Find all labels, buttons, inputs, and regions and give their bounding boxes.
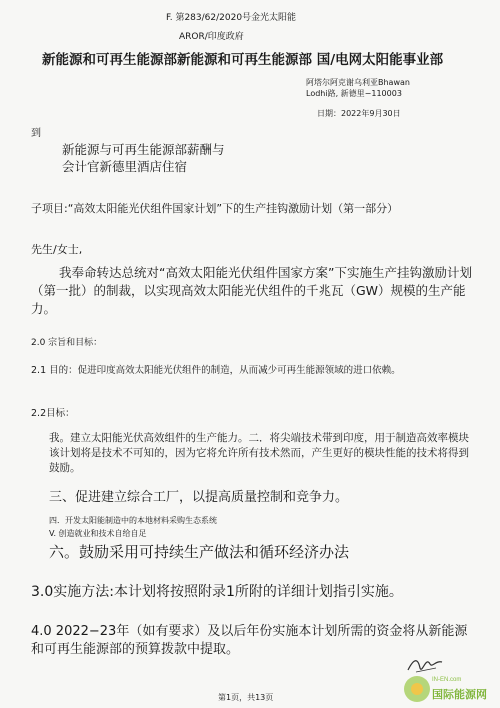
section-2-0: 2.0 宗旨和目标： <box>31 338 103 348</box>
salutation: 先生/女士, <box>31 243 83 256</box>
page-number: 第1页，共13页 <box>218 693 274 702</box>
section-2-2: 2.2目标： <box>31 408 75 419</box>
file-number: F. 第283/62/2020号金光太阳能 <box>166 13 297 23</box>
recipient-to: 到 <box>31 128 41 139</box>
goals-1-2: 我。建立太阳能光伏高效组件的生产能力。二．将尖端技术带到印度，用于制造高效率模块该计划将是技术不可知的，因为它将允许所有技术然而，产生更好的模块性能的技术将得到鼓励。 <box>49 432 469 474</box>
recipient-line-2: 会计官新德里酒店住宿 <box>62 159 188 174</box>
letter-date: 日期：2022年9月30日 <box>317 109 401 118</box>
goal-6: 六。鼓励采用可持续生产做法和循环经济办法 <box>49 543 350 561</box>
recipient-line-1: 新能源与可再生能源部薪酬与 <box>62 142 225 157</box>
logo-url: IN-EN.com <box>432 677 462 683</box>
watermark-logo <box>404 674 498 704</box>
government-line: AROR/印度政府 <box>179 32 244 42</box>
goal-4: 四．开发太阳能制造中的本地材料采购生态系统 <box>49 516 217 525</box>
ministry-heading: 新能源和可再生能源部新能源和可再生能源部 国/电网太阳能事业部 <box>42 52 444 68</box>
intro-paragraph: 我奉命转达总统对“高效太阳能光伏组件国家方案”下实施生产挂钩激励计划（第一批）的制裁，以实现高效太阳能光伏组件的千兆瓦（GW）规模的生产能力。 <box>31 265 472 316</box>
goal-3: 三、促进建立综合工厂，以提高质量控制和竞争力。 <box>49 490 349 505</box>
logo-sun-icon <box>411 683 423 695</box>
address-line-2: Lodhi路, 新德里−110003 <box>306 89 402 98</box>
section-2-1: 2.1 目的：促进印度高效太阳能光伏组件的制造，从而减少可再生能源领域的进口依赖。 <box>31 365 401 376</box>
subject-line: 子项目:“高效太阳能光伏组件国家计划”下的生产挂钩激励计划（第一部分） <box>31 202 399 215</box>
signature-icon <box>406 654 446 676</box>
logo-name: 国际能源网 <box>432 688 487 701</box>
address-line-1: 阿塔尔阿克谢乌利亚Bhawan <box>306 78 410 87</box>
section-3-0: 3.0实施方法:本计划将按照附录1所附的详细计划指引实施。 <box>31 584 403 600</box>
goal-5: V. 创造就业和技术自给自足 <box>49 529 147 538</box>
section-4-0: 4.0 2022−23年（如有要求）及以后年份实施本计划所需的资金将从新能源和可再生能源部的预算拨款中提取。 <box>31 624 468 657</box>
